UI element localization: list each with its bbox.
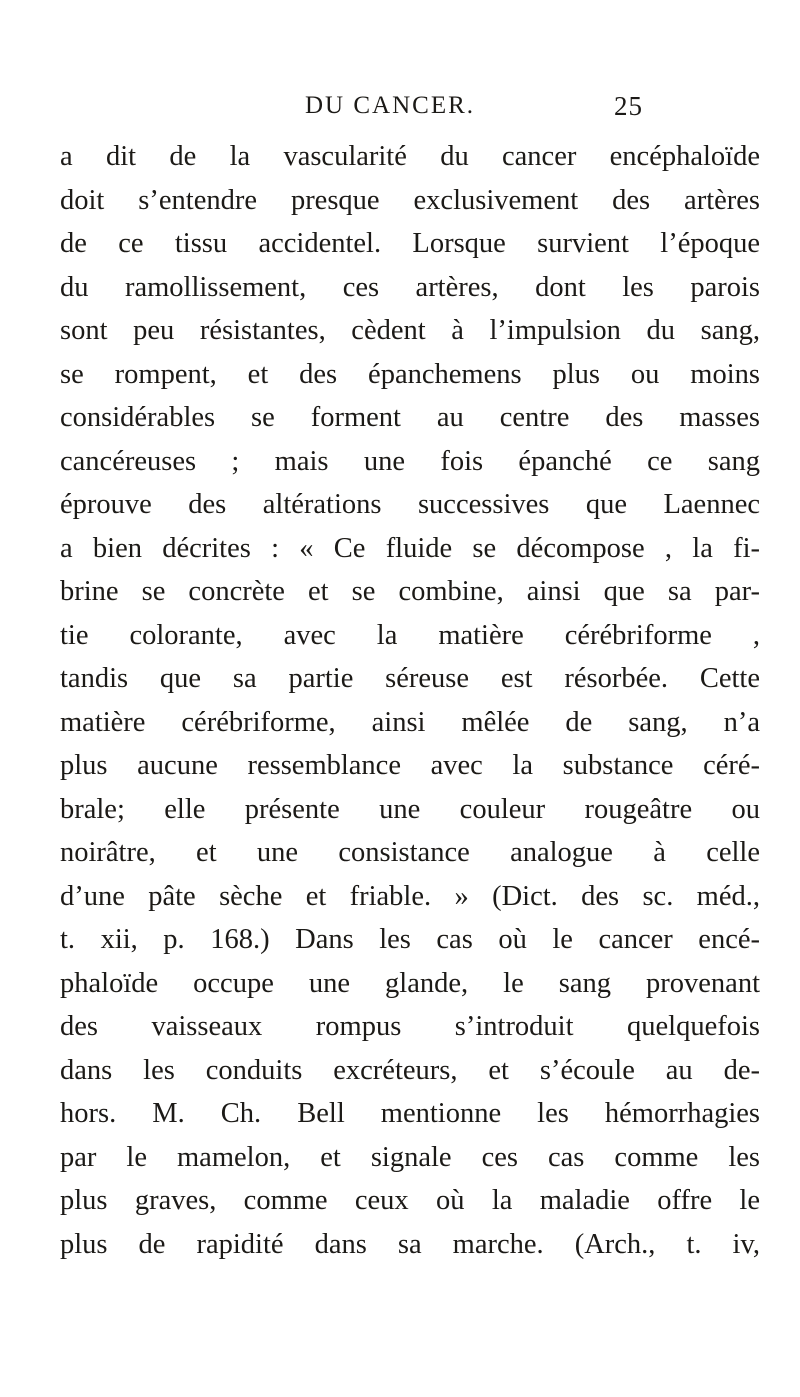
text-line: matière cérébriforme, ainsi mêlée de sang, n’a <box>60 706 760 738</box>
text-line: brale; elle présente une couleur rougeâtre ou <box>60 793 760 825</box>
text-line: noirâtre, et une consistance analogue à celle <box>60 837 760 868</box>
text-line: a bien décrites : « Ce fluide se décompose , la fi- <box>60 532 760 564</box>
text-line: tandis que sa partie séreuse est résorbée. Cette <box>60 663 760 694</box>
text-line: de ce tissu accidentel. Lorsque survient l’époque <box>60 228 760 259</box>
text-line: hors. M. Ch. Bell mentionne les hémorrhagies <box>60 1098 760 1129</box>
text-line: plus de rapidité dans sa marche. (Arch., t. iv, <box>60 1228 760 1260</box>
text-line: par le mamelon, et signale ces cas comme les <box>60 1141 760 1173</box>
text-line: se rompent, et des épanchemens plus ou moins <box>60 358 760 390</box>
text-line: tie colorante, avec la matière cérébriforme , <box>60 619 760 651</box>
running-head <box>0 92 800 132</box>
text-line: t. xii, p. 168.) Dans les cas où le cancer encé- <box>60 924 760 955</box>
text-line: d’une pâte sèche et friable. » (Dict. des sc. méd., <box>60 880 760 912</box>
text-line: doit s’entendre presque exclusivement des artères <box>60 184 760 216</box>
text-line: éprouve des altérations successives que Laennec <box>60 489 760 520</box>
text-line: brine se concrète et se combine, ainsi que sa par- <box>60 576 760 607</box>
text-line: dans les conduits excréteurs, et s’écoule au de- <box>60 1054 760 1086</box>
running-title: DU CANCER. <box>305 92 476 119</box>
text-line: sont peu résistantes, cèdent à l’impulsion du sang, <box>60 315 760 346</box>
text-line: du ramollissement, ces artères, dont les parois <box>60 271 760 303</box>
text-line: phaloïde occupe une glande, le sang provenant <box>60 967 760 999</box>
text-line: des vaisseaux rompus s’introduit quelquefois <box>60 1011 760 1042</box>
page-number: 25 <box>614 91 643 121</box>
text-line: plus graves, comme ceux où la maladie offre le <box>60 1185 760 1216</box>
text-line: plus aucune ressemblance avec la substance céré- <box>60 750 760 781</box>
body-text <box>60 135 760 1266</box>
text-line: a dit de la vascularité du cancer encéphaloïde <box>60 141 760 172</box>
text-line: considérables se forment au centre des masses <box>60 402 760 433</box>
text-line: cancéreuses ; mais une fois épanché ce sang <box>60 445 760 477</box>
